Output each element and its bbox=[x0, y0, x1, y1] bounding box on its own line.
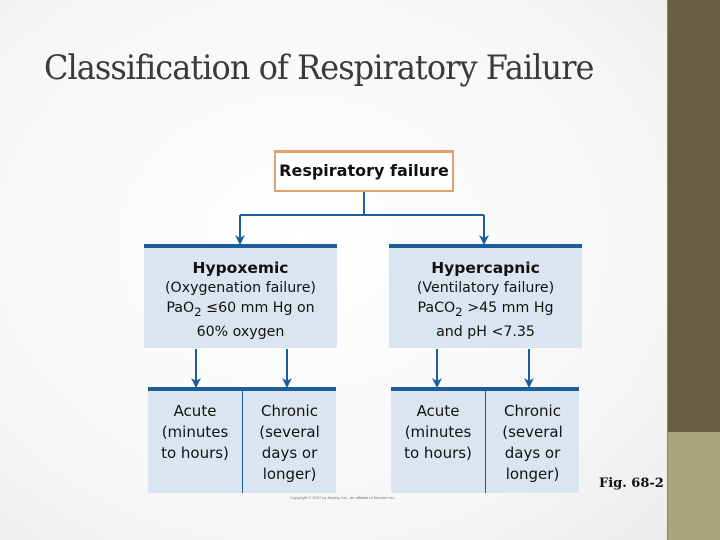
node-hypercapnic-criterion: PaCO$_2$ >45 mm Hg bbox=[417, 300, 554, 319]
node-hypoxemic-acute: Acute (minutes to hours) bbox=[148, 387, 242, 493]
node-hypoxemic bbox=[144, 244, 337, 348]
copyright-notice: Copyright © 2007 by Mosby, Inc., an affiliate of Elsevier Inc. bbox=[290, 495, 396, 500]
figure-label: Fig. 68-2 bbox=[599, 476, 664, 491]
node-hypercapnic-subtitle: (Ventilatory failure) bbox=[416, 280, 555, 296]
node-hypercapnic-chronic: Chronic (several days or longer) bbox=[485, 387, 579, 493]
slide-title: Classification of Respiratory Failure bbox=[44, 48, 594, 88]
node-hypercapnic bbox=[389, 244, 582, 348]
node-hypoxemic-chronic: Chronic (several days or longer) bbox=[242, 387, 336, 493]
node-hypoxemic-heading: Hypoxemic bbox=[192, 259, 289, 277]
node-hypercapnic-heading: Hypercapnic bbox=[431, 259, 540, 277]
node-hypoxemic-criterion: PaO$_2$ ≤60 mm Hg on bbox=[166, 300, 315, 319]
root-node-respiratory-failure: Respiratory failure bbox=[274, 150, 454, 192]
node-hypoxemic-criterion-cont: 60% oxygen bbox=[196, 323, 285, 340]
node-hypercapnic-criterion-cont: and pH <7.35 bbox=[436, 323, 535, 340]
node-hypercapnic-acute: Acute (minutes to hours) bbox=[391, 387, 485, 493]
node-hypoxemic-subtitle: (Oxygenation failure) bbox=[165, 280, 316, 296]
